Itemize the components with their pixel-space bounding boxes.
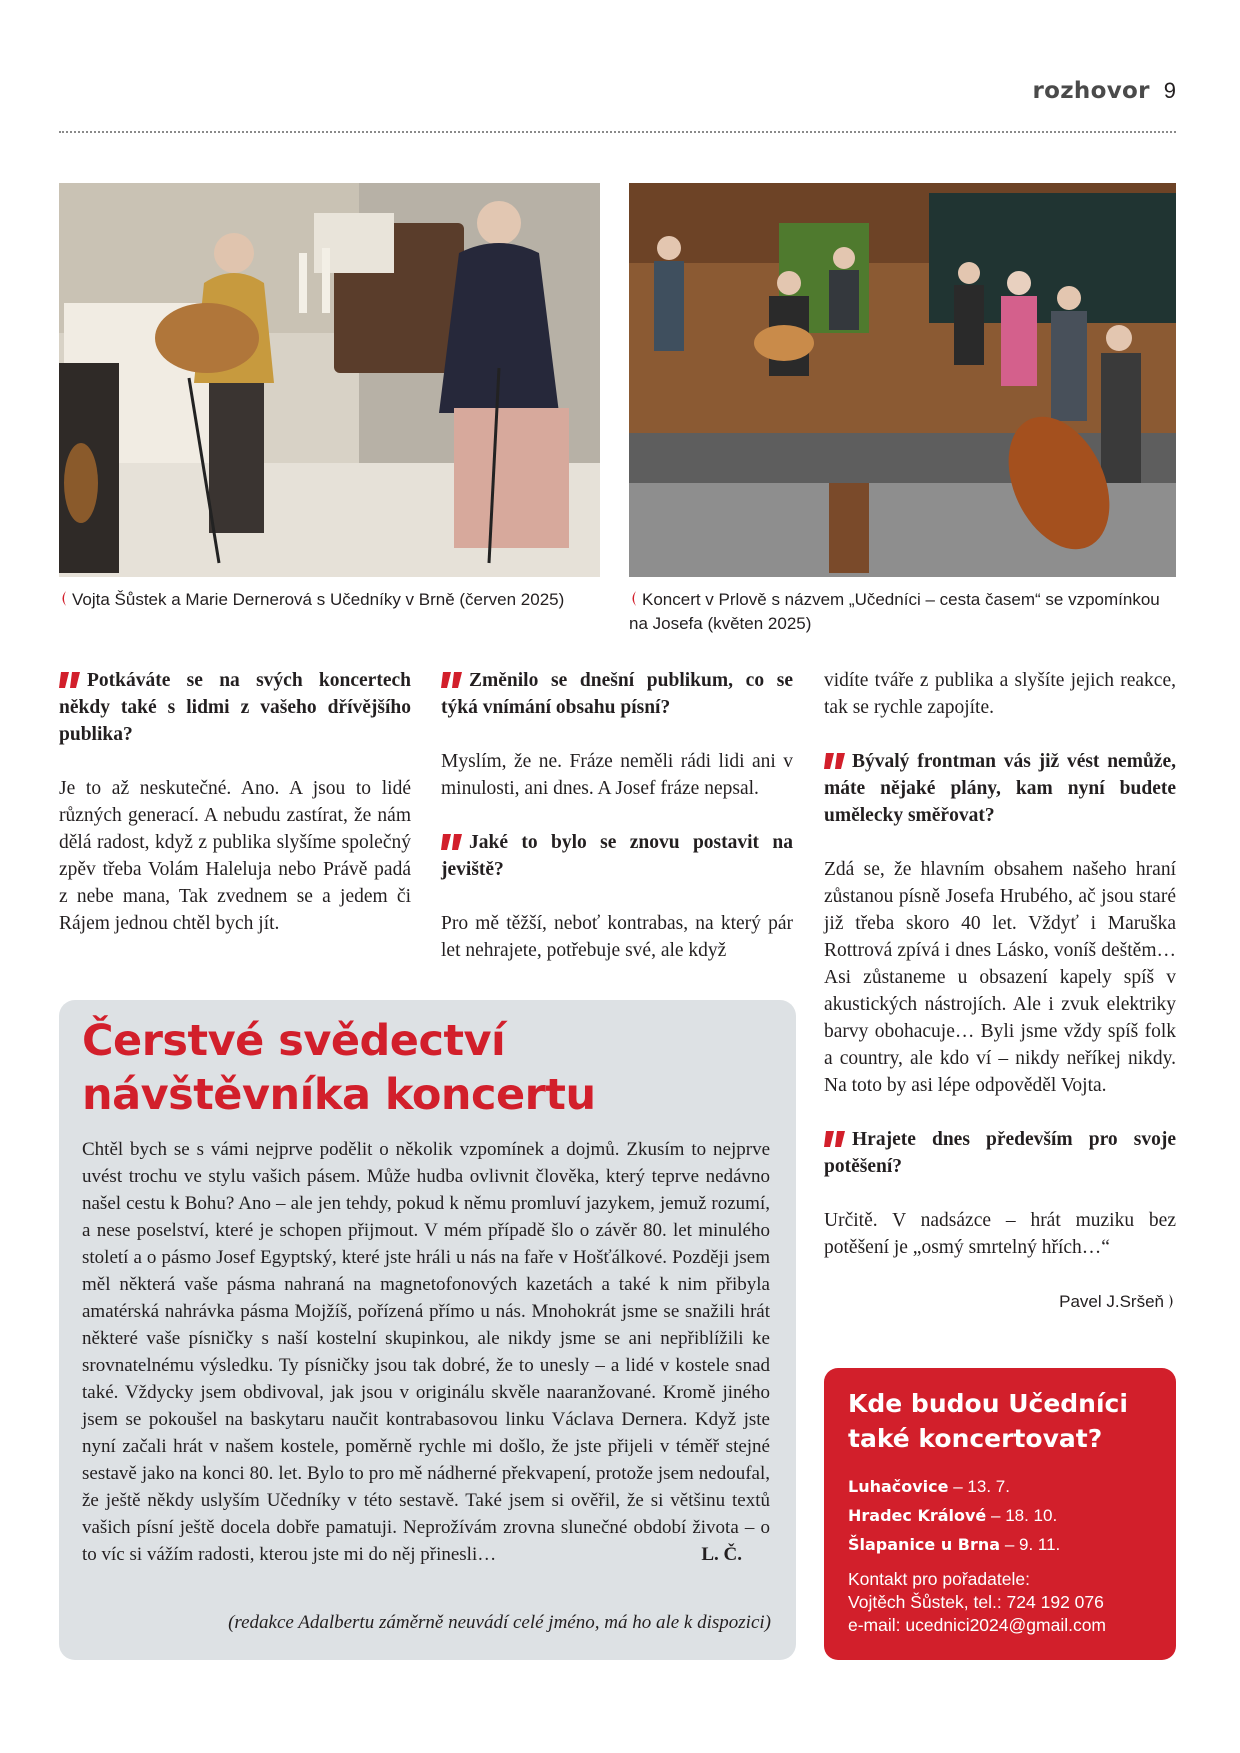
editorial-note: (redakce Adalbertu záměrně neuvádí celé jméno, má ho ale k dispozici)	[228, 1612, 771, 1633]
caption-marker-icon	[59, 591, 67, 606]
closing-marker-icon	[1168, 1294, 1176, 1309]
upcoming-concerts-box	[824, 1368, 1176, 1660]
interview-question: Hrajete dnes především pro svoje potěšení?	[824, 1129, 1176, 1177]
interview-column-2	[441, 667, 793, 991]
interview-question: Potkáváte se na svých koncertech někdy také s lidmi z vašeho dřívějšího publika?	[59, 670, 411, 745]
interview-answer: Zdá se, že hlavním obsahem našeho hraní zůstanou písně Josefa Hrubého, ač jsou staré již třeba skoro 40 let. Vždyť i Maruška Rottrová zpívá i dnes Lásko, voníš deštěm… Asi zůstaneme u obsazení kapely spíš v akustických nástrojích. Ale i zvuk elektriky barvy obohacuje… Byli jsme vždy spíš folk a country, ale kdo ví – nikdy neříkej nikdy. Na toto by asi lépe odpověděl Vojta.	[824, 859, 1176, 1096]
interview-question: Bývalý frontman vás již vést nemůže, máte nějaké plány, kam nyní budete umělecky směřovat?	[824, 751, 1176, 826]
testimony-title: Čerstvé svědectví návštěvníka koncertu	[82, 1016, 596, 1120]
contact-label: Kontakt pro pořadatele:	[848, 1569, 1030, 1589]
interview-answer-continued: vidíte tváře z publika a slyšíte jejich reakce, tak se rychle zapojíte.	[824, 670, 1176, 718]
caption-text: Koncert v Prlově s názvem „Učedníci – cesta časem“ se vzpomínkou na Josefa (květen 2025)	[629, 590, 1160, 633]
interview-column-3	[824, 667, 1176, 1332]
testimony-initials: L. Č.	[701, 1544, 742, 1565]
caption-text: Vojta Šůstek a Marie Dernerová s Učedníky v Brně (červen 2025)	[72, 590, 565, 609]
interview-question: Změnilo se dnešní publikum, co se týká vnímání obsahu písní?	[441, 670, 793, 718]
quote-marks-icon	[824, 753, 846, 769]
concert-dates	[848, 1472, 1060, 1559]
concert-date-item: Luhačovice – 13. 7.	[848, 1477, 1010, 1496]
quote-marks-icon	[441, 834, 463, 850]
contact-name-phone: Vojtěch Šůstek, tel.: 724 192 076	[848, 1592, 1104, 1612]
section-name: rozhovor	[1032, 78, 1150, 104]
caption-marker-icon	[629, 591, 637, 606]
photo-prlov-concert	[629, 183, 1176, 577]
author-signature: Pavel J.Sršeň	[824, 1288, 1176, 1315]
concerts-title: Kde budou Učedníci také koncertovat?	[848, 1389, 1128, 1453]
testimony-body: Chtěl bych se s vámi nejprve podělit o několik vzpomínek a dojmů. Zkusím to nejprve uvést trochu ve stylu vašich pásem. Může hudba ovlivnit člověka, který teprve nedávno našel cestu k Bohu? Ano – ale jen tehdy, pokud k němu promluví jazykem, jemuž rozumí, a nese poselství, které je schopen přijmout. V mém případě šlo o závěr 80. let minulého století a o pásmo Josef Egyptský, které jste hráli u nás na faře v Hošťálkové. Později jsem měl některá vaše pásma nahraná na magnetofonových kazetách a také k nim přibyla amatérská nahrávka pásma Mojžíš, pořízená přímo u nás. Mnohokrát jsme se snažili hrát některé vaše písničky s naší kostelní skupinkou, ale nikdy jsme se ani nepřiblížili ke srovnatelnému výsledku. Ty písničky jsou tak dobré, že to unesly – a lidé v kostele snad také. Vždycky jsem obdivoval, jak jsou v originálu skvěle naaranžované. Kromě jiného jsem se pokoušel na baskytaru naučit kontrabasovou linku Václava Dernera. Když jste nyní začali hrát v našem kostele, poměrně rychle mi došlo, že jste přijeli v téměř stejné sestavě jako na konci 80. let. Bylo to pro mě nádherné překvapení, protože jsem nedoufal, že ještě někdy uslyším Učedníky v této sestavě. Také jsem si ověřil, že si většinu textů vašich písní ještě docela dobře pamatuji. Neprožívám zrovna slunečné období života – o to víc si vážím radosti, kterou jste mi do něj přinesli… L. Č.	[82, 1136, 770, 1568]
photo-brno-concert	[59, 183, 600, 577]
page-header	[1033, 78, 1177, 104]
contact-email: e-mail: ucednici2024@gmail.com	[848, 1615, 1107, 1635]
testimony-box	[59, 1000, 796, 1660]
quote-marks-icon	[59, 672, 81, 688]
interview-answer: Myslím, že ne. Fráze neměli rádi lidi ani v minulosti, ani dnes. A Josef fráze nepsal.	[441, 751, 793, 799]
interview-column-1	[59, 667, 411, 964]
photo-caption-brno	[59, 588, 600, 612]
header-divider	[59, 131, 1176, 133]
quote-marks-icon	[824, 1131, 846, 1147]
interview-answer: Určitě. V nadsázce – hrát muziku bez potěšení je „osmý smrtelný hřích…“	[824, 1210, 1176, 1258]
interview-question: Jaké to bylo se znovu postavit na jeviště?	[441, 832, 793, 880]
concert-date-item: Šlapanice u Brna – 9. 11.	[848, 1535, 1061, 1554]
concert-date-item: Hradec Králové – 18. 10.	[848, 1506, 1058, 1525]
booking-contact	[848, 1568, 1106, 1637]
interview-answer: Je to až neskutečné. Ano. A jsou to lidé různých generací. A nebudu zastírat, že nám dělá radost, když z publika slyšíme společný zpěv třeba Volám Haleluja nebo Právě padá z nebe mana, Tak zvednem se a jedem či Rájem jednou chtěl bych jít.	[59, 778, 411, 934]
quote-marks-icon	[441, 672, 463, 688]
page-number: 9	[1163, 78, 1176, 103]
photo-caption-prlov	[629, 588, 1176, 636]
interview-answer: Pro mě těžší, neboť kontrabas, na který pár let nehrajete, potřebuje své, ale když	[441, 913, 793, 961]
